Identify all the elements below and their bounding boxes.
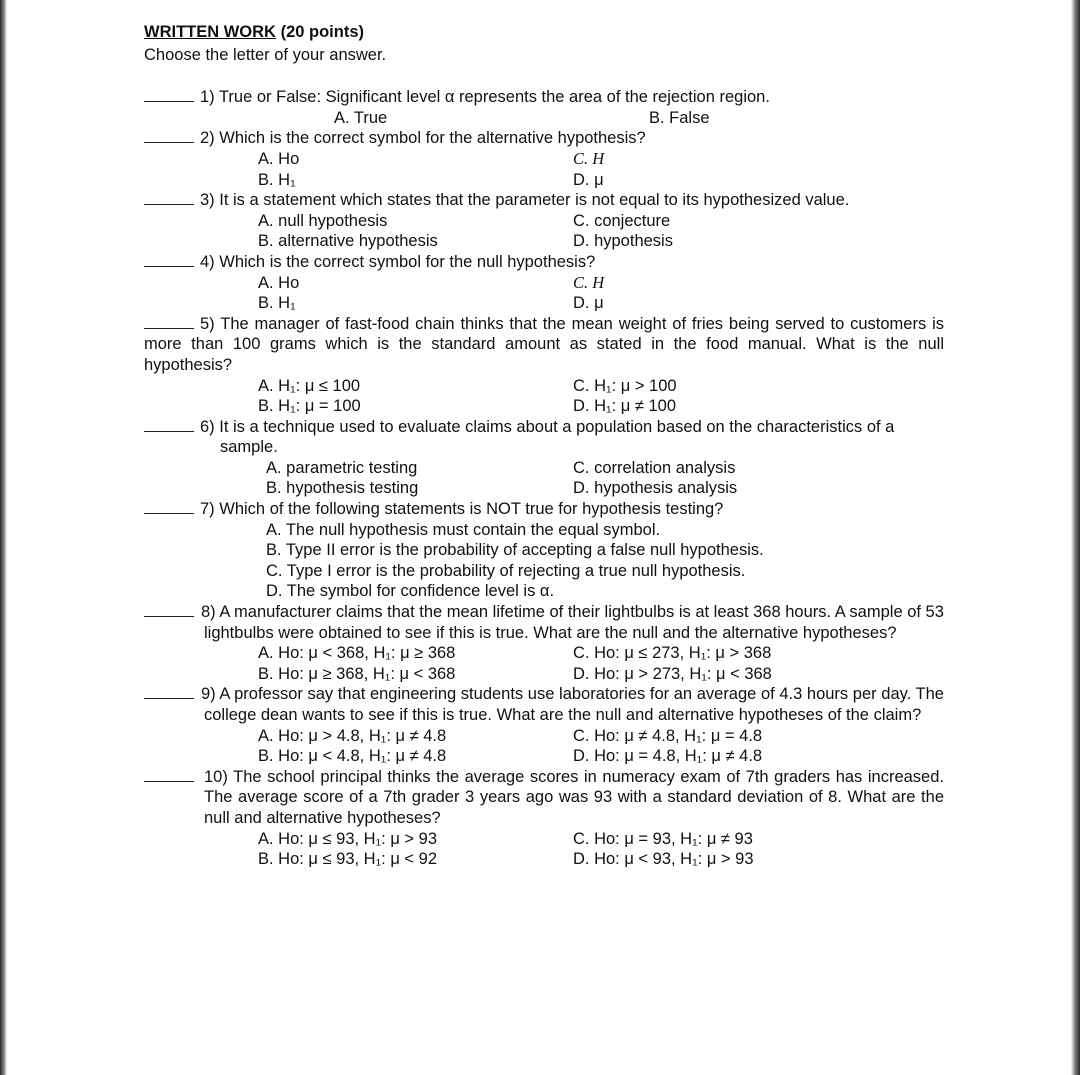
question-10	[144, 767, 944, 870]
photo-edge-left	[0, 0, 7, 1075]
question-number: 6)	[200, 417, 215, 436]
question-number: 8)	[201, 603, 216, 622]
question-7-options	[266, 520, 944, 602]
option-a: A. Ho: μ > 4.8, H₁: μ ≠ 4.8	[258, 726, 447, 745]
question-4-stem	[144, 252, 944, 273]
option-a: A. Ho: μ < 368, H₁: μ ≥ 368	[258, 644, 456, 663]
question-4-options	[258, 273, 944, 314]
option-b: B. alternative hypothesis	[258, 232, 438, 251]
option-c: C. H	[573, 272, 605, 292]
answer-blank-2[interactable]	[144, 142, 194, 143]
question-2	[144, 128, 944, 190]
question-5-options	[258, 376, 944, 417]
option-b: B. H₁: μ = 100	[258, 397, 361, 416]
question-5	[144, 314, 944, 417]
option-a: A. The null hypothesis must contain the equal symbol.	[266, 520, 661, 539]
option-c: C. correlation analysis	[573, 458, 736, 477]
answer-blank-6[interactable]	[144, 431, 194, 432]
question-text: The manager of fast-food chain thinks that the mean weight of fries being served to customers is more than 100 grams which is the standard amount as stated in the food manual. What is the null hypothesis?	[144, 314, 944, 374]
answer-blank-5[interactable]	[144, 328, 194, 329]
question-6	[144, 417, 944, 499]
question-2-stem	[144, 128, 944, 149]
option-a: A. H₁: μ ≤ 100	[258, 376, 361, 395]
question-9-stem	[144, 684, 944, 725]
question-2-options	[258, 149, 944, 190]
option-d: D. hypothesis analysis	[573, 479, 738, 498]
question-7-stem	[144, 499, 944, 520]
answer-blank-7[interactable]	[144, 513, 194, 514]
answer-blank-4[interactable]	[144, 266, 194, 267]
question-number: 5)	[200, 314, 215, 333]
answer-blank-10[interactable]	[144, 781, 194, 782]
option-c: C. H₁: μ > 100	[573, 376, 677, 395]
option-c: C. Ho: μ = 93, H₁: μ ≠ 93	[573, 829, 753, 848]
question-number: 7)	[200, 500, 215, 519]
option-a: A. Ho	[258, 273, 300, 292]
option-d: D. H₁: μ ≠ 100	[573, 397, 676, 416]
question-10-stem	[144, 767, 944, 829]
page-title	[144, 22, 944, 43]
question-text: The school principal thinks the average scores in numeracy exam of 7th graders has increased. The average score of a 7th grader 3 years ago was 93 with a standard deviation of 8. What are the null and alternative hypotheses?	[204, 767, 944, 827]
question-8-options	[258, 643, 944, 684]
option-a: A. parametric testing	[266, 458, 418, 477]
question-text: A professor say that engineering students use laboratories for an average of 4.3 hours per day. The college dean wants to see if this is true. What are the null and alternative hypotheses of the claim?	[204, 685, 944, 724]
option-c: C. H	[573, 148, 605, 168]
question-3-options	[258, 211, 944, 252]
option-a: A. Ho: μ ≤ 93, H₁: μ > 93	[258, 829, 438, 848]
option-a: A. True	[334, 108, 388, 127]
answer-blank-8[interactable]	[144, 616, 194, 617]
question-5-stem	[144, 314, 944, 376]
question-text: Which is the correct symbol for the null hypothesis?	[219, 252, 596, 271]
option-a: A. null hypothesis	[258, 211, 388, 230]
question-7	[144, 499, 944, 602]
answer-blank-1[interactable]	[144, 101, 194, 102]
question-9-options	[258, 726, 944, 767]
option-a: A. Ho	[258, 149, 300, 168]
question-9	[144, 684, 944, 766]
option-c: C. Ho: μ ≠ 4.8, H₁: μ = 4.8	[573, 726, 763, 745]
option-b: B. Ho: μ ≥ 368, H₁: μ < 368	[258, 664, 456, 683]
question-text: A manufacturer claims that the mean lifetime of their lightbulbs is at least 368 hours. A sample of 53 lightbulbs were obtained to see if this is true. What are the null and the alternative hypotheses?	[204, 603, 944, 642]
question-6-options	[266, 458, 944, 499]
question-number: 3)	[200, 191, 215, 210]
title-points: (20 points)	[275, 23, 364, 41]
answer-blank-3[interactable]	[144, 204, 194, 205]
option-b: B. H₁	[258, 294, 296, 313]
question-1-options	[334, 108, 944, 129]
question-text: Which is the correct symbol for the alternative hypothesis?	[219, 129, 646, 148]
question-number: 1)	[200, 88, 215, 107]
option-d: D. hypothesis	[573, 232, 673, 251]
question-6-stem	[144, 417, 944, 458]
answer-blank-9[interactable]	[144, 698, 194, 699]
question-text: It is a technique used to evaluate claims about a population based on the characteristics of a sample.	[219, 417, 895, 457]
option-c: C. conjecture	[573, 211, 671, 230]
question-text: It is a statement which states that the parameter is not equal to its hypothesized value.	[219, 191, 850, 210]
question-1-stem	[144, 87, 944, 108]
worksheet	[144, 22, 944, 870]
question-number: 4)	[200, 252, 215, 271]
option-d: D. The symbol for confidence level is α.	[266, 582, 555, 601]
option-b: B. Ho: μ ≤ 93, H₁: μ < 92	[258, 850, 438, 869]
question-10-options	[258, 829, 944, 870]
question-number: 10)	[204, 767, 228, 786]
option-d: D. Ho: μ < 93, H₁: μ > 93	[573, 850, 754, 869]
title-underlined: WRITTEN WORK	[144, 23, 276, 41]
question-number: 9)	[201, 685, 216, 704]
question-number: 2)	[200, 129, 215, 148]
question-1	[144, 87, 944, 128]
question-8-stem	[144, 602, 944, 643]
option-b: B. False	[649, 108, 710, 127]
option-d: D. Ho: μ > 273, H₁: μ < 368	[573, 664, 772, 683]
question-8	[144, 602, 944, 684]
question-text: True or False: Significant level α represents the area of the rejection region.	[218, 88, 770, 107]
option-b: B. Ho: μ < 4.8, H₁: μ ≠ 4.8	[258, 747, 447, 766]
option-b: B. hypothesis testing	[266, 479, 419, 498]
option-d: D. μ	[573, 294, 604, 313]
option-c: C. Ho: μ ≤ 273, H₁: μ > 368	[573, 644, 772, 663]
question-4	[144, 252, 944, 314]
option-c: C. Type I error is the probability of rejecting a true null hypothesis.	[266, 561, 746, 580]
instruction: Choose the letter of your answer.	[144, 45, 387, 64]
option-d: D. μ	[573, 170, 604, 189]
option-d: D. Ho: μ = 4.8, H₁: μ ≠ 4.8	[573, 747, 763, 766]
question-3-stem	[144, 190, 944, 211]
option-b: B. H₁	[258, 170, 296, 189]
question-3	[144, 190, 944, 252]
photo-edge-right	[1071, 0, 1080, 1075]
question-text: Which of the following statements is NOT true for hypothesis testing?	[219, 500, 724, 519]
option-b: B. Type II error is the probability of accepting a false null hypothesis.	[266, 541, 764, 560]
